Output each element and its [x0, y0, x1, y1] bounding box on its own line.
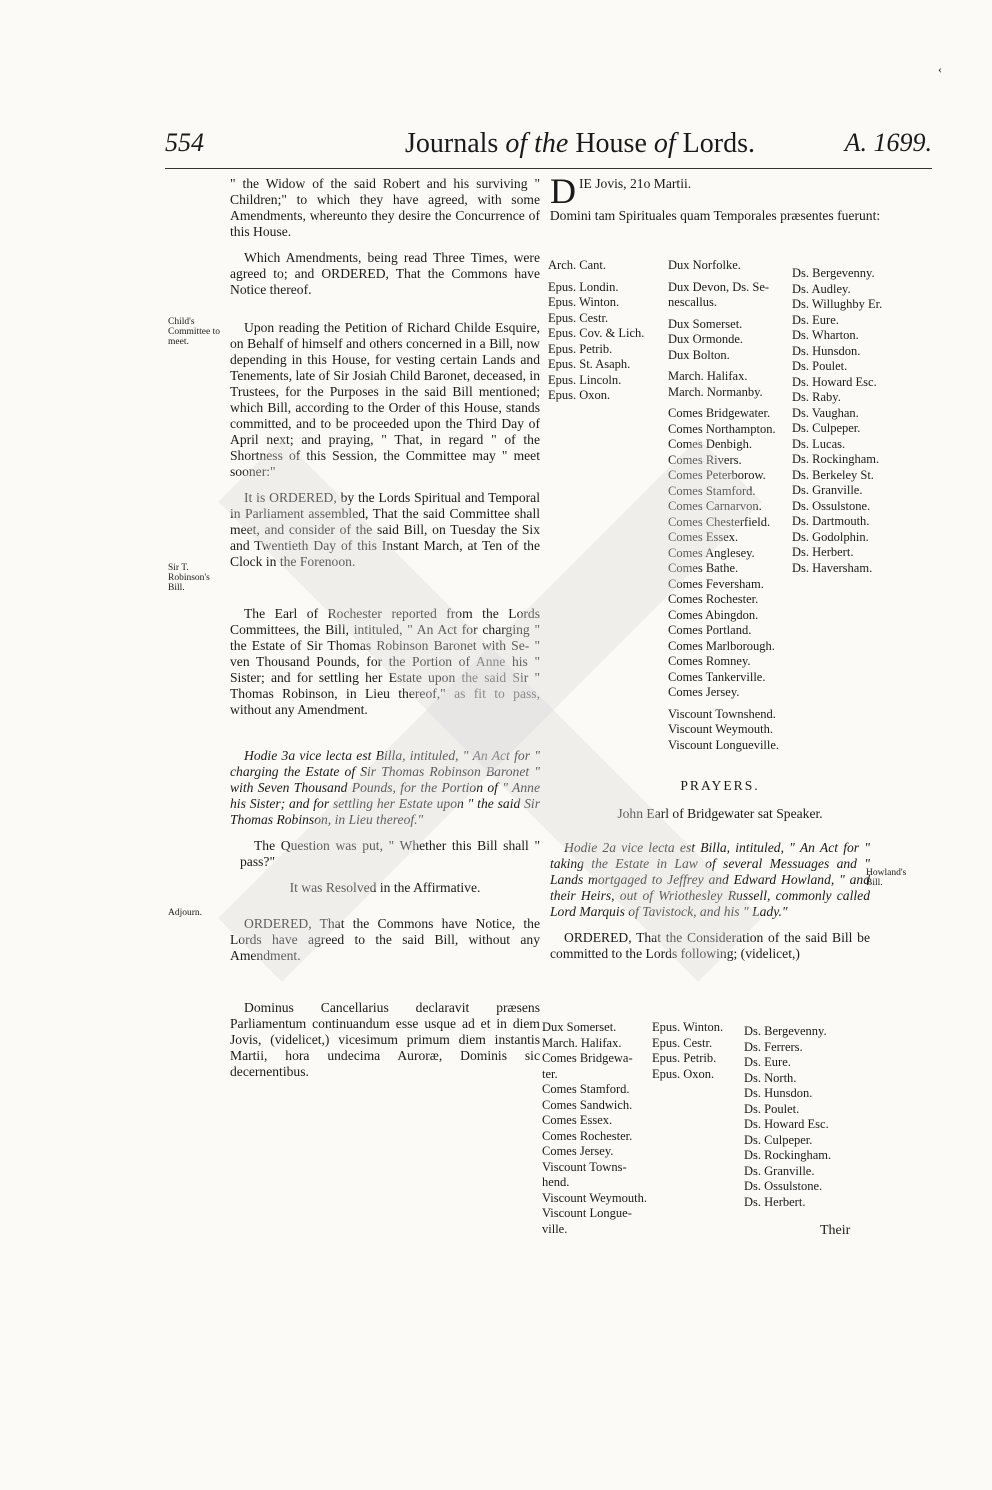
list-item: Ds. Herbert.: [744, 1194, 806, 1209]
paragraph: Which Amendments, being read Three Times, were agreed to; and ORDERED, That the Commons have Notice thereof.: [230, 250, 540, 297]
list-item: Ds. Culpeper.: [792, 421, 861, 435]
list-item: Epus. Petrib.: [652, 1051, 717, 1065]
list-item: Comes Essex.: [668, 530, 739, 544]
list-item: Ds. Rockingham.: [744, 1148, 832, 1162]
prayers-heading: PRAYERS.: [680, 778, 760, 793]
list-item: Viscount Towns-: [542, 1159, 627, 1174]
list-item: Ds. Wharton.: [792, 328, 859, 342]
list-item: Ds. Howard Esc.: [792, 374, 877, 389]
list-item: Ds. Vaughan.: [792, 405, 859, 420]
list-item: Ds. Eure.: [792, 312, 839, 327]
list-item: Epus. St. Asaph.: [548, 357, 631, 371]
list-item: Ds. Berkeley St.: [792, 467, 874, 482]
list-item: Comes Bridgewa-: [542, 1051, 633, 1065]
list-item: March. Normanby.: [668, 384, 763, 399]
header-rule: [165, 168, 932, 169]
running-header: [165, 128, 932, 168]
list-item: Epus. Cestr.: [652, 1035, 713, 1050]
list-item: Epus. Londin.: [548, 279, 619, 294]
paragraph: Hodie 3a vice lecta est Billa, intituled, " An Act for " charging the Estate of Sir Thomas Robinson Baronet " with Seven Thousand Pounds, for the Portion of " Anne his Sister; and for settling her Estate upon " the said Sir Thomas Robinson, in Lieu thereof.": [230, 748, 540, 827]
committee-list-3: [744, 1024, 831, 1210]
list-item: Dux Somerset.: [542, 1020, 617, 1034]
page-number: 554: [165, 128, 204, 157]
margin-note: Adjourn.: [168, 908, 203, 918]
list-item: Comes Peterborow.: [668, 468, 766, 482]
list-item: Epus. Lincoln.: [548, 372, 622, 387]
list-item: Ds. Lucas.: [792, 436, 846, 451]
paragraph: ORDERED, That the Commons have Notice, the Lords have agreed to the said Bill, without any Amendment.: [230, 916, 540, 963]
list-item: Ds. Eure.: [744, 1055, 791, 1069]
catchword: Their: [820, 1223, 851, 1238]
year: A. 1699.: [844, 128, 932, 157]
present-heading: Domini tam Spirituales quam Temporales præsentes fuerunt:: [549, 208, 881, 223]
list-item: Ds. Bergevenny.: [744, 1024, 827, 1038]
list-item: Comes Marlborough.: [668, 638, 775, 653]
list-item: Ds. Poulet.: [744, 1101, 800, 1116]
list-item: Ds. Granville.: [744, 1163, 815, 1178]
list-item: Comes Bathe.: [668, 561, 739, 575]
list-item: Epus. Petrib.: [548, 341, 613, 356]
list-item: Comes Tankerville.: [668, 669, 766, 684]
list-item: Ds. Granville.: [792, 483, 863, 497]
committee-list-2: [652, 1020, 723, 1082]
paragraph: " the Widow of the said Robert and his surviving " Children;" to which they have agreed, with some Amendments, whereunto they desire the Concurrence of this House.: [230, 176, 540, 239]
list-item: Ds. Willughby Er.: [792, 297, 883, 311]
list-item: Comes Essex.: [542, 1113, 613, 1127]
list-item: Ds. Audley.: [792, 281, 851, 296]
list-item: Ds. Godolphin.: [792, 529, 869, 544]
list-item: Ds. Ferrers.: [744, 1039, 803, 1054]
journal-title: Journals of the House of Lords.: [405, 128, 755, 159]
list-item: Comes Denbigh.: [668, 437, 753, 451]
list-item: Viscount Weymouth.: [542, 1190, 647, 1205]
list-item: Ds. Rockingham.: [792, 452, 880, 466]
list-item: Viscount Weymouth.: [668, 722, 773, 736]
list-item: Comes Sandwich.: [542, 1097, 633, 1112]
list-item: Ds. Bergevenny.: [792, 266, 875, 280]
list-item: Comes Chesterfield.: [668, 514, 771, 529]
list-item: Epus. Winton.: [548, 295, 620, 309]
list-item: Ds. Ossulstone.: [792, 498, 871, 513]
list-item: Dux Ormonde.: [668, 332, 743, 346]
list-item: March. Halifax.: [668, 369, 748, 383]
present-list-barons: [792, 266, 882, 576]
corner-mark: ‹: [938, 62, 942, 76]
list-item: Dux Devon, Ds. Se-: [668, 279, 770, 294]
list-item: Comes Rivers.: [668, 452, 742, 467]
paragraph: Dominus Cancellarius declaravit præsens Parliamentum continuandum esse usque ad et in diem Jovis, (videlicet,) vicesimum primum diem instantis Martii, hora undecima Auroræ, Dominis sic decernentibus.: [230, 1000, 540, 1079]
paragraph: ORDERED, That the Consideration of the said Bill be committed to the Lords following; (videlicet,): [550, 930, 870, 961]
list-item: Viscount Townshend.: [668, 706, 776, 721]
list-item: Arch. Cant.: [548, 258, 606, 272]
paragraph: It is ORDERED, by the Lords Spiritual and Temporal in Parliament assembled, That the said Committee shall meet, and consider of the said Bill, on Tuesday the Six and Twentieth Day of this Instant March, at Ten of the Clock in the Forenoon.: [230, 490, 540, 569]
list-item: hend.: [542, 1175, 570, 1189]
list-item: Epus. Cestr.: [548, 310, 609, 325]
list-item: March. Halifax.: [542, 1035, 622, 1050]
list-item: Comes Anglesey.: [668, 545, 755, 560]
list-item: Comes Rochester.: [668, 592, 759, 606]
list-item: Comes Stamford.: [542, 1082, 630, 1096]
present-list-bishops: [548, 258, 644, 404]
list-item: Comes Abingdon.: [668, 607, 759, 622]
list-item: Ds. Ossulstone.: [744, 1179, 823, 1193]
list-item: Dux Bolton.: [668, 347, 730, 362]
list-item: Ds. Raby.: [792, 390, 841, 404]
list-item: Comes Jersey.: [668, 685, 740, 699]
list-item: Comes Bridgewater.: [668, 406, 771, 420]
list-item: Ds. Howard Esc.: [744, 1117, 829, 1131]
list-item: nescallus.: [668, 295, 717, 309]
list-item: Comes Rochester.: [542, 1128, 633, 1143]
present-list-lords: [668, 258, 779, 753]
margin-note: Child's Committee to meet.: [168, 317, 220, 347]
list-item: Ds. Hunsdon.: [792, 343, 861, 358]
list-item: Dux Norfolke.: [668, 258, 741, 272]
list-item: Ds. Haversham.: [792, 560, 873, 575]
list-item: Viscount Longueville.: [668, 737, 780, 752]
paragraph: The Earl of Rochester reported from the Lords Committees, the Bill, intituled, " An Act for charging " the Estate of Sir Thomas Robinson Baronet with Se- " ven Thousand Pounds, for the Portion of Anne his " Sister; and for settling her Estate upon the said Sir " Thomas Robinson, in Lieu thereof," as fit to pass, without any Amendment.: [230, 606, 540, 717]
list-item: Comes Portland.: [668, 623, 752, 637]
speaker-line: John Earl of Bridgewater sat Speaker.: [617, 806, 823, 821]
right-lower: [550, 778, 890, 972]
margin-note: Sir T. Robinson's Bill.: [168, 563, 210, 593]
list-item: Epus. Oxon.: [652, 1066, 715, 1081]
list-item: Comes Stamford.: [668, 483, 756, 498]
list-item: Ds. Poulet.: [792, 359, 848, 373]
paragraph: It was Resolved in the Affirmative.: [289, 880, 481, 895]
list-item: Viscount Longue-: [542, 1206, 632, 1220]
list-item: Epus. Oxon.: [548, 388, 611, 402]
list-item: ter.: [542, 1066, 558, 1081]
list-item: Epus. Winton.: [652, 1020, 724, 1034]
list-item: Ds. Dartmouth.: [792, 514, 870, 528]
list-item: Dux Somerset.: [668, 316, 743, 331]
list-item: Ds. North.: [744, 1070, 797, 1085]
margin-note: Howland's Bill.: [866, 868, 907, 888]
list-item: Comes Carnarvon.: [668, 499, 762, 513]
list-item: Comes Romney.: [668, 654, 751, 668]
paragraph: Hodie 2a vice lecta est Billa, intituled, " An Act for " taking the Estate in Law of several Messuages and " Lands mortgaged to Jeffrey and Edward Howland, " and their Heirs, out of Wriothesley Russell, commonly called Lord Marquis of Tavistock, and his " Lady.": [550, 840, 870, 919]
right-column: [549, 171, 890, 234]
list-item: ville.: [542, 1221, 568, 1236]
paragraph: The Question was put, " Whether this Bill shall " pass?": [240, 838, 540, 869]
list-item: Comes Feversham.: [668, 576, 764, 591]
list-item: Ds. Hunsdon.: [744, 1086, 813, 1100]
list-item: Ds. Culpeper.: [744, 1132, 813, 1147]
list-item: Comes Jersey.: [542, 1144, 614, 1158]
dateline: D IE Jovis, 21o Martii.: [550, 171, 692, 211]
paragraph: Upon reading the Petition of Richard Childe Esquire, on Behalf of himself and others concerned in a Bill, now depending in this House, for vesting certain Lands and Tenements, late of Sir Josiah Child Baronet, deceased, in Trustees, for the Purposes in the said Bill mentioned; which Bill, according to the Order of this House, stands committed, and to be proceeded upon the Third Day of April next; and praying, " That, in regard " of the Shortness of this Session, the Committee may " meet sooner:": [230, 320, 540, 479]
list-item: Comes Northampton.: [668, 421, 776, 436]
list-item: Ds. Herbert.: [792, 545, 854, 559]
list-item: Epus. Cov. & Lich.: [548, 326, 645, 340]
committee-list-1: [542, 1020, 647, 1237]
left-column: [230, 176, 540, 1090]
